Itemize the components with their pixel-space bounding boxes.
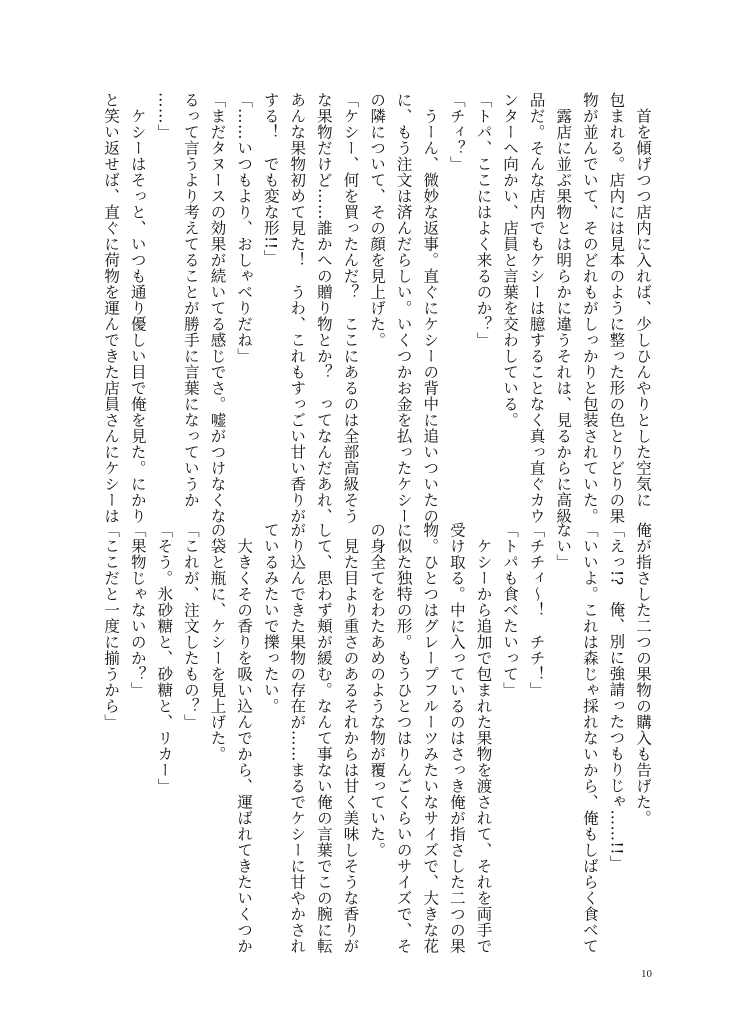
lower-text-line: 「チチィ〜！ チチ！」 (527, 522, 546, 698)
upper-text-line: に、もう注文は済んだらしい。いくつかお金を払ったケシー (394, 92, 413, 524)
upper-text-line: ケシーはそっと、いつも通り優しい目で俺を見た。にかり (128, 107, 147, 524)
lower-text-line: 「これが、注文したもの？」 (181, 522, 200, 730)
upper-text-line: 「チィ？」 (447, 92, 466, 172)
lower-text-line: に似た独特の形。もうひとつはりんごくらいのサイズで、そ (394, 522, 413, 954)
upper-text-line: と笑い返せば、直ぐに荷物を運んできた店員さんにケシーは (102, 92, 121, 524)
upper-text-line: 「ケシー、何を買ったんだ？ ここにあるのは全部高級そう (341, 92, 360, 524)
lower-text-line: 「果物じゃないのか？」 (128, 522, 147, 698)
lower-text-line: 受け取る。中に入っているのはさっき俺が指さした二つの果 (447, 522, 466, 954)
upper-text-line: する！ でも変な形!!」 (261, 92, 280, 266)
upper-text-line: 露店に並ぶ果物とは明らかに違うそれは、見るからに高級 (554, 107, 573, 524)
upper-text-block (102, 92, 656, 524)
upper-text-line: な果物だけど……誰かへの贈り物とか？ ってなんだあれ、 (314, 92, 333, 524)
lower-text-line: 大きくその香りを吸い込んでから、運ばれてきたいくつか (235, 537, 254, 954)
upper-text-line: 品だ。そんな店内でもケシーは臆することなく真っ直ぐカウ (527, 92, 546, 524)
lower-text-line: 「えっ!? 俺、別に強請ったつもりじゃ……!!」 (607, 522, 626, 871)
lower-text-line: して、思わず頬が緩む。なんて事ない俺の言葉でこの腕に転 (314, 522, 333, 954)
upper-text-line: 物が並んでいて、そのどれもがしっかりと包装されていた。 (580, 92, 599, 524)
lower-text-line: 見た目より重さのあるそれからは甘く美味しそうな香りが (341, 537, 360, 954)
upper-text-line: 「……いつもより、おしゃべりだね」 (235, 92, 254, 364)
lower-text-line: ない」 (554, 522, 573, 570)
lower-text-line: 「いいよ。これは森じゃ採れないから、俺もしばらく食べて (580, 522, 599, 954)
upper-text-line: 「トパ、ここにはよく来るのか？」 (474, 92, 493, 348)
lower-text-line: 「ここだと一度に揃うから」 (102, 522, 121, 730)
upper-text-line: るって言うより考えてることが勝手に言葉になっていうか (181, 92, 200, 508)
lower-text-line: 俺が指さした二つの果物の購入も告げた。 (634, 522, 652, 826)
upper-text-line: 包まれる。店内には見本のように整った形の色とりどりの果 (607, 92, 626, 524)
upper-text-line: あんな果物初めて見た！ うわ、これもすっごい甘い香りが (288, 92, 307, 524)
upper-text-line: 首を傾げつつ店内に入れば、少しひんやりとした空気に (634, 107, 652, 508)
page-number: 10 (641, 968, 652, 980)
upper-text-line: の隣について、その顔を見上げた。 (368, 92, 387, 348)
upper-text-line: うーん、微妙な返事。直ぐにケシーの背中に追いついたの (421, 107, 440, 524)
lower-text-line: がり込んできた果物の存在が……まるでケシーに甘やかされ (288, 522, 307, 954)
lower-text-line: 「そう。氷砂糖と、砂糖と、リカー」 (155, 522, 174, 794)
lower-text-block (102, 522, 656, 954)
lower-text-line: 物。ひとつはグレープフルーツみたいなサイズで、大きな花 (421, 522, 440, 954)
lower-text-line: ているみたいで擽ったい。 (261, 522, 280, 714)
lower-text-line: の袋と瓶に、ケシーを見上げた。 (208, 522, 227, 762)
lower-text-line: ケシーから追加で包まれた果物を渡されて、それを両手で (474, 537, 493, 954)
upper-text-line: ……」 (155, 92, 174, 140)
upper-text-line: ンターへ向かい、店員と言葉を交わしている。 (501, 92, 520, 428)
lower-text-line: 「トパも食べたいって」 (501, 522, 520, 698)
upper-text-line: 「まだタヌースの効果が続いてる感じでさ。嘘がつけなくな (208, 92, 227, 524)
lower-text-line: の身全てをわたあめのような物が覆っていた。 (368, 522, 387, 858)
